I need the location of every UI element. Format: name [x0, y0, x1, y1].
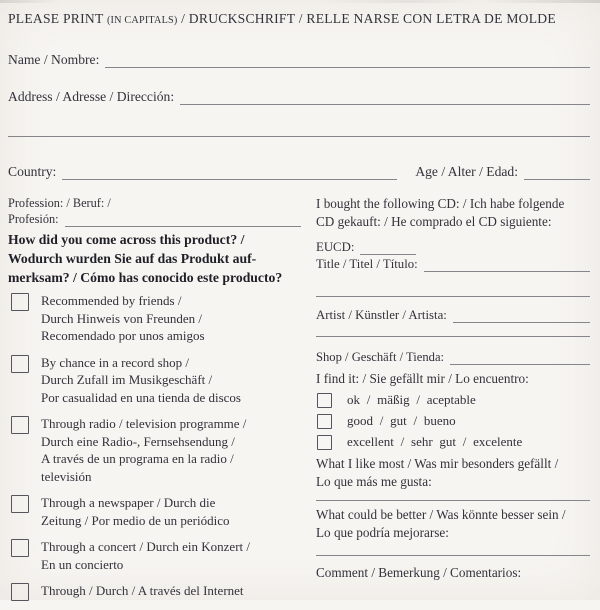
checkbox-newspaper[interactable]: [11, 495, 29, 513]
address-input-line-2[interactable]: [8, 136, 590, 137]
country-label: Country:: [8, 164, 57, 179]
name-field-row: [8, 52, 590, 68]
profession-label-line2: Profesión:: [8, 212, 59, 226]
question-line: merksam? / Cómo has conocido este producto?: [8, 270, 283, 285]
option-label-line: Recommended by friends /: [41, 293, 182, 308]
option-label-line: En un concierto: [41, 556, 124, 572]
scan-artifact: [0, 0, 600, 3]
cd-title-label: Title / Titel / Título:: [316, 257, 418, 271]
rating-label: excellent / sehr gut / excelente: [347, 434, 523, 449]
option-friends: [8, 292, 301, 345]
like-most-label: [316, 455, 590, 491]
option-label: [41, 538, 250, 573]
option-label-line: Through radio / television programme /: [41, 416, 247, 431]
bought-cd-line: CD gekauft: / He comprado el CD siguiente:: [316, 214, 552, 229]
artist-input-line[interactable]: [453, 310, 590, 323]
could-better-label: [316, 506, 590, 542]
rating-ok: [316, 392, 590, 408]
like-most-input-line[interactable]: [316, 500, 590, 501]
option-internet: [8, 582, 301, 601]
artist-input-line-2[interactable]: [316, 336, 590, 337]
eucd-label: EUCD:: [316, 240, 355, 254]
option-label-line: Durch eine Radio-, Fernsehsendung /: [41, 433, 235, 449]
option-label-line: Durch Hinweis von Freunden /: [41, 310, 203, 326]
form-columns: [8, 195, 590, 610]
how-found-question: [8, 230, 301, 287]
option-concert: [8, 538, 301, 573]
right-column: [301, 195, 590, 610]
checkbox-record-shop[interactable]: [11, 355, 29, 373]
like-most-line: What I like most / Was mir besonders gefällt /: [316, 456, 559, 471]
eucd-field-row: [316, 240, 590, 255]
like-most-line: Lo que más me gusta:: [316, 474, 432, 489]
title-field-row: [316, 257, 590, 272]
print-instruction-translations: / DRUCKSCHRIFT / RELLE NARSE CON LETRA DE MOLDE: [177, 11, 556, 26]
option-label-line: Through a newspaper / Durch die: [41, 495, 216, 510]
checkbox-concert[interactable]: [11, 539, 29, 557]
option-label-line: By chance in a record shop /: [41, 354, 190, 370]
profession-input-line[interactable]: [65, 214, 301, 227]
option-label-line: televisión: [41, 468, 92, 484]
option-label: [41, 494, 229, 529]
print-instruction: PLEASE PRINT: [8, 11, 107, 26]
checkbox-rating-ok[interactable]: [317, 393, 332, 408]
rating-options: [316, 392, 590, 450]
option-radio-tv: [8, 415, 301, 485]
option-label-line: Through / Durch / A través del Internet: [41, 583, 244, 598]
could-better-line: What could be better / Was könnte besser sein /: [316, 507, 566, 522]
checkbox-internet[interactable]: [11, 583, 29, 601]
rating-label: good / gut / bueno: [347, 413, 456, 428]
option-label-line: Zeitung / Por medio de un periódico: [41, 512, 230, 528]
option-record-shop: [8, 354, 301, 407]
question-line: How did you come across this product? /: [8, 232, 245, 247]
option-label: [41, 354, 241, 407]
rating-label: ok / mäßig / aceptable: [347, 392, 476, 407]
checkbox-rating-excellent[interactable]: [317, 435, 332, 450]
option-label-line: Durch Zufall im Musikgeschäft /: [41, 372, 213, 387]
left-column: [8, 195, 301, 610]
shop-label: Shop / Geschäft / Tienda:: [316, 350, 445, 364]
option-label: [41, 292, 205, 345]
option-label-line: A través de un programa en la radio /: [41, 451, 234, 466]
profession-label-line1: Profession: / Beruf: /: [8, 196, 111, 210]
age-input-line[interactable]: [524, 165, 590, 180]
name-label: Name / Nombre:: [8, 52, 100, 67]
rating-good: [316, 413, 590, 429]
checkbox-radio-tv[interactable]: [11, 416, 29, 434]
eucd-input-line[interactable]: [360, 242, 416, 255]
could-better-input-line[interactable]: [316, 555, 590, 556]
option-newspaper: [8, 494, 301, 529]
option-label-line: Por casualidad en una tienda de discos: [41, 389, 241, 405]
name-input-line[interactable]: [105, 53, 590, 68]
bought-cd-label: [316, 195, 590, 231]
checkbox-rating-good[interactable]: [317, 414, 332, 429]
country-age-row: [8, 164, 590, 180]
artist-field-row: [316, 308, 590, 323]
bought-cd-line: I bought the following CD: / Ich habe folgende: [316, 196, 565, 211]
age-label: Age / Alter / Edad:: [415, 164, 518, 179]
artist-label: Artist / Künstler / Artista:: [316, 308, 447, 322]
how-found-options: [8, 292, 301, 601]
comment-label: Comment / Bemerkung / Comentarios:: [316, 565, 522, 580]
form-header: [8, 8, 590, 27]
title-input-line[interactable]: [424, 259, 590, 272]
address-field-row: [8, 89, 590, 105]
option-label-line: Through a concert / Durch ein Konzert /: [41, 539, 251, 554]
option-label: [41, 415, 246, 485]
shop-field-row: [316, 350, 590, 365]
capitals-note: (IN CAPITALS): [106, 15, 178, 26]
profession-field-row: [8, 211, 301, 227]
option-label: [41, 582, 244, 601]
country-input-line[interactable]: [62, 165, 397, 180]
address-input-line[interactable]: [180, 90, 590, 105]
find-it-label: I find it: / Sie gefällt mir / Lo encuentro:: [316, 371, 529, 386]
shop-input-line[interactable]: [450, 352, 590, 365]
title-input-line-2[interactable]: [316, 296, 590, 297]
could-better-line: Lo que podría mejorarse:: [316, 525, 449, 540]
question-line: Wodurch wurden Sie auf das Produkt auf-: [8, 251, 257, 266]
option-label-line: Recomendado por unos amigos: [41, 328, 205, 343]
checkbox-recommended-by-friends[interactable]: [11, 293, 29, 311]
rating-excellent: [316, 434, 590, 450]
address-label: Address / Adresse / Dirección:: [8, 89, 175, 104]
